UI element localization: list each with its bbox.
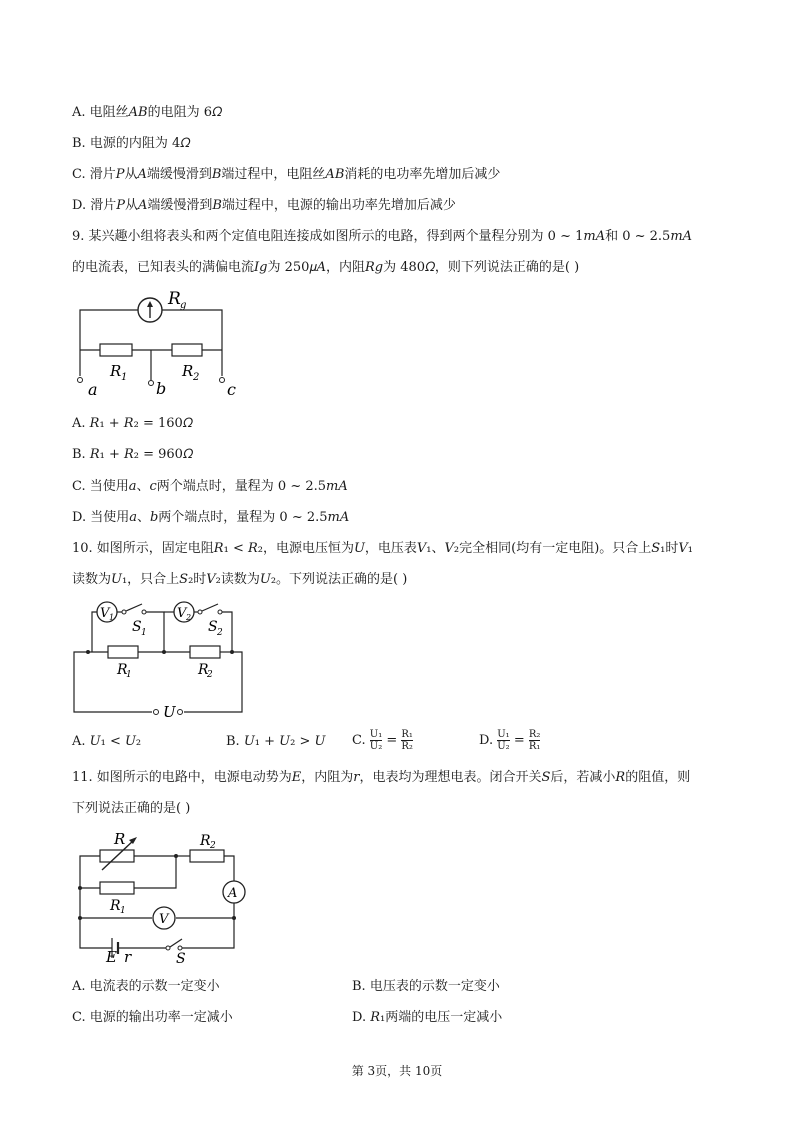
q9-option-c: C. 当使用𝑎、𝑐两个端点时，量程为 0 ~ 2.5𝑚𝐴 [72,479,348,494]
label-rg: R [168,289,181,309]
label-r1-sub: 1 [126,670,132,680]
label-r1-sub: 1 [121,372,128,383]
resistor-r1 [100,882,134,894]
label-s2-sub: 2 [217,628,223,638]
terminal-c: c [227,380,236,399]
label-r2: R [200,833,211,849]
label-r2: R [198,662,209,678]
terminal-b: b [156,379,167,398]
q11-option-c: C. 电源的输出功率一定减小 [72,1010,233,1025]
resistor-r2 [190,850,224,862]
q10-circuit-diagram [72,598,252,720]
label-s1-sub: 1 [141,628,147,638]
label-u: U [163,703,176,721]
label-s2: S [208,619,218,635]
resistor-r1 [108,646,138,658]
label-v: V [159,912,169,927]
q11-option-a: A. 电流表的示数一定变小 [72,979,220,994]
q8-option-a: A. 电阻丝𝐴𝐵的电阻为 6𝛺 [72,105,222,120]
label-r: R [114,830,126,848]
q11-stem-line2: 下列说法正确的是( ) [72,801,191,816]
label-r2-sub: 2 [193,372,200,383]
label-v1: V [100,606,110,621]
label-r1: R [110,898,121,914]
q9-stem-line1: 9. 某兴趣小组将表头和两个定值电阻连接成如图所示的电路，得到两个量程分别为 0 ~ 1𝑚𝐴和 0 ~ 2.5𝑚𝐴 [72,229,693,244]
q10-stem-line2: 读数为𝑈₁，只合上𝑆₂时𝑉₂读数为𝑈₂。下列说法正确的是( ) [72,572,408,587]
label-v2-sub: 2 [186,613,192,622]
label-r2: R [182,362,194,380]
label-r1-sub: 1 [120,906,126,916]
label-r1: R [110,362,122,380]
q9-option-b: B. 𝑅₁ + 𝑅₂ = 960𝛺 [72,447,193,462]
label-r2-sub: 2 [210,841,216,851]
q10-option-b: B. 𝑈₁ + 𝑈₂ > 𝑈 [226,734,326,749]
q9-stem-line2: 的电流表，已知表头的满偏电流𝐼𝑔为 250𝜇𝐴，内阻𝑅𝑔为 480𝛺，则下列说法正确的是( ) [72,260,580,275]
q10-option-a: A. 𝑈₁ < 𝑈₂ [72,734,142,749]
q11-option-b: B. 电压表的示数一定变小 [352,979,500,994]
q10-option-d: D. $\frac{\text{U₁}}{\text{U₂}}$ = $\frac{\text{R₂}}{\text{R₁}}$ [479,729,541,752]
label-s: S [176,951,186,967]
page-footer: 第 3页，共 10页 [351,1064,443,1078]
label-r2-sub: 2 [207,670,213,680]
label-v1-sub: 1 [109,613,115,622]
label-v2: V [177,606,187,621]
label-a: A [228,886,238,901]
label-rg-sub: g [180,300,187,311]
resistor-r1 [100,344,132,356]
q8-option-b: B. 电源的内阻为 4𝛺 [72,136,191,151]
q9-option-d: D. 当使用𝑎、𝑏两个端点时，量程为 0 ~ 2.5𝑚𝐴 [72,510,350,525]
q9-option-a: A. 𝑅₁ + 𝑅₂ = 160𝛺 [72,416,193,431]
label-e: E [106,948,117,966]
resistor-r2 [172,344,202,356]
q8-option-c: C. 滑片𝑃从𝐴端缓慢滑到𝐵端过程中，电阻丝𝐴𝐵消耗的电功率先增加后减少 [72,167,501,182]
q11-circuit-diagram [72,826,262,966]
q9-circuit-diagram [72,288,252,403]
label-r-internal: r [124,948,132,966]
resistor-r2 [190,646,220,658]
q10-option-c: C. $\frac{\text{U₁}}{\text{U₂}}$ = $\frac{\text{R₁}}{\text{R₂}}$ [352,729,413,752]
q11-stem-line1: 11. 如图所示的电路中，电源电动势为𝐸，内阻为𝑟，电表均为理想电表。闭合开关𝑆后，若减小𝑅的阻值，则 [72,770,691,785]
label-s1: S [132,619,142,635]
q11-option-d: D. 𝑅₁两端的电压一定减小 [352,1010,503,1025]
label-r1: R [117,662,128,678]
terminal-a: a [88,380,98,399]
q10-stem-line1: 10. 如图所示，固定电阻𝑅₁ < 𝑅₂，电源电压恒为𝑈，电压表𝑉₁、𝑉₂完全相同(均有一定电阻)。只合上𝑆₁时𝑉₁ [72,541,693,556]
q8-option-d: D. 滑片𝑃从𝐴端缓慢滑到𝐵端过程中，电源的输出功率先增加后减少 [72,198,456,213]
